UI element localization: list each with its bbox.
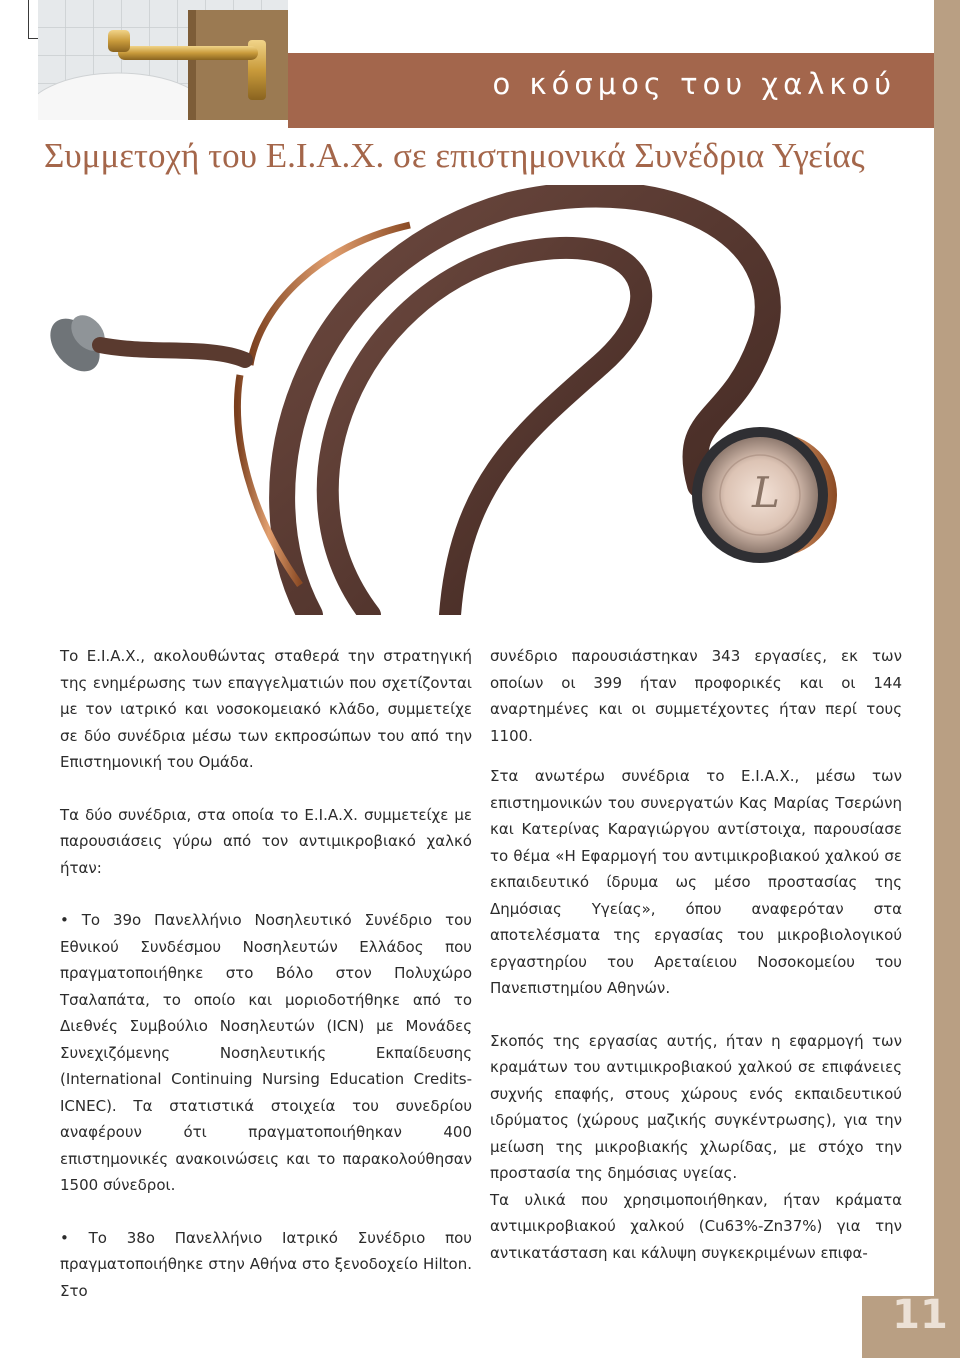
tubing <box>328 248 641 615</box>
door-handle-photo <box>38 0 288 120</box>
list-item: • Το 39ο Πανελλήνιο Νοσηλευτικό Συνέδριο του Εθνικού Συνδέσμου Νοσηλευτών Ελλάδος που πραγματοποιήθηκε στο Βόλο στον Πολυχώρο Τσαλαπάτα, το οποίο και μοριοδοτήθηκε από το Διεθνές Συμβούλιο Νοσηλευτών (ICN) με Μονάδες Συνεχιζόμενης Νοσηλευτικής Εκπαίδευσης (International Continuing Nursing Education Credits-ICNEC). Τα στατιστικά στοιχεία του συνεδρίου αναφέρουν ότι πραγματοποιήθηκαν 400 επιστημονικές ανακοινώσεις και το παρακολούθησαν 1500 σύνεδροι. <box>60 907 472 1199</box>
paragraph: Τα υλικά που χρησιμοποιήθηκαν, ήταν κράματα αντιμικροβιακού χαλκού (Cu63%-Zn37%) για την αντικατάσταση και κάλυψη συγκεκριμένων επιφα- <box>490 1190 902 1262</box>
header-bar <box>288 53 934 128</box>
paragraph: Το Ε.Ι.Α.Χ., ακολουθώντας σταθερά την στρατηγική της ενημέρωσης των επαγγελματιών που σχετίζονται με τον ιατρικό και νοσοκομειακό κλάδο, συμμετείχε σε δύο συνέδρια μέσω των εκπροσώπων του από την Επιστημονική του Ομάδα. <box>60 647 472 771</box>
paragraph: Τα δύο συνέδρια, στα οποία το Ε.Ι.Α.Χ. συμμετείχε με παρουσιάσεις γύρω από τον αντιμικροβιακό χαλκό ήταν: <box>60 805 472 877</box>
page-number: 11 <box>892 1292 948 1338</box>
right-border <box>934 0 960 1358</box>
article-title: Συμμετοχή του Ε.Ι.Α.Χ. σε επιστημονικά Συνέδρια Υγείας <box>44 136 865 175</box>
binaural <box>100 345 245 360</box>
paragraph: συνέδριο παρουσιάστηκαν 343 εργασίες, εκ των οποίων οι 399 ήταν προφορικές και οι 144 αναρτημένες και οι συμμετέχοντες ήταν περί τους 1100. <box>490 647 902 745</box>
paragraph: Σκοπός της εργασίας αυτής, ήταν η εφαρμογή των κραμάτων του αντιμικροβιακού χαλκού σε επιφάνειες συχνής επαφής, στους χώρους ενός εκπαιδευτικού ιδρύματος (χώρους μαζικής συγκέντρωσης), για την μείωση της μικροβιακής χλωρίδας, με στόχο την προστασία της δημόσιας υγείας. <box>490 1031 902 1182</box>
header-photo <box>38 0 288 120</box>
frame-line <box>28 0 29 38</box>
chestpiece-logo: L <box>752 468 780 517</box>
list-item: • Το 38ο Πανελλήνιο Ιατρικό Συνέδριο που πραγματοποιήθηκε στην Αθήνα στο ξενοδοχείο Hilton. Στο <box>60 1225 472 1305</box>
paragraph: Στα ανωτέρω συνέδρια το Ε.Ι.Α.Χ., μέσω των επιστημονικών του συνεργατών Κας Μαρίας Τσερώνη και Κατερίνας Καραγιώργου αντίστοιχα, παρουσίασε το θέμα «Η Εφαρμογή του αντιμικροβιακού χαλκού σε εκπαιδευτικό ίδρυμα ως μέσο προστασίας της Δημόσιας Υγείας», όπου αναφερόταν στα αποτελέσματα της εργασίας του μικροβιολογικού εργαστηρίου του Αρεταίειου Νοσοκομείου του Πανεπιστημίου Αθηνών. <box>490 767 902 997</box>
section-title: ο κόσμος του χαλκού <box>492 67 896 101</box>
stethoscope-illustration <box>40 185 920 615</box>
left-column <box>60 643 472 1304</box>
right-column <box>490 643 902 1266</box>
